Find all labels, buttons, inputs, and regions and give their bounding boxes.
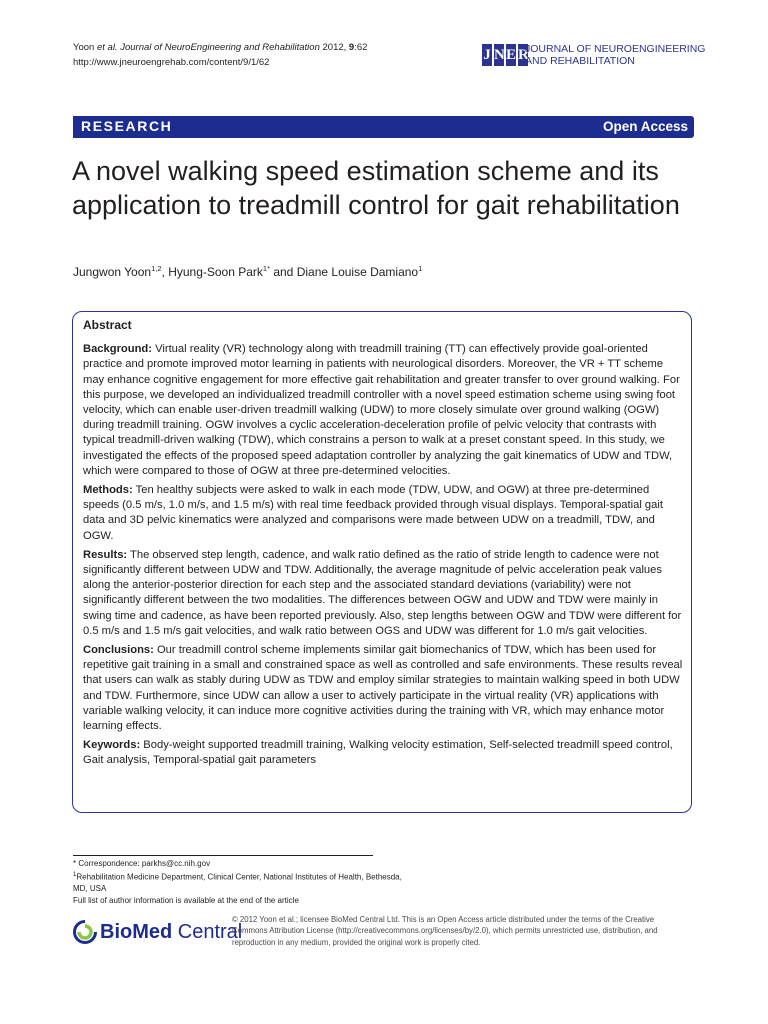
citation-url[interactable]: http://www.jneuroengrehab.com/content/9/1/62 <box>73 57 270 68</box>
citation-volume: 9 <box>348 42 355 53</box>
publisher-name <box>100 921 242 944</box>
affiliation-sup: 1 <box>73 871 77 878</box>
affiliation-text: Rehabilitation Medicine Department, Clinical Center, National Institutes of Health, Bethesda, MD, USA <box>73 872 402 894</box>
abstract-conclusions <box>83 643 685 734</box>
abstract-content <box>83 318 685 773</box>
section-text: Virtual reality (VR) technology along with treadmill training (TT) can effectively provide goal-oriented practice and promote improved motor learning in patients with neurological disorders. Moreover, the VR + TT scheme may enhance cognitive engagement for more effective gait rehabilitation and greater transfer to over ground walking. For this purpose, we developed an individualized treadmill controller with a novel speed estimation scheme using swing foot velocity, which can enable user-driven treadmill walking (UDW) to more closely simulate over ground walking (OGW) during treadmill training. OGW involves a cyclic acceleration-deceleration profile of pelvic velocity that contrasts with typical treadmill-driven walking (TDW), which constrains a person to walk at a preset constant speed. In this study, we investigated the effects of the proposed speed adaptation controller by analyzing the gait kinematics of UDW and TDW, which were compared to those of OGW at three pre-determined velocities. <box>83 343 680 477</box>
author-list <box>73 264 422 279</box>
article-type-banner <box>73 116 694 138</box>
section-text: Ten healthy subjects were asked to walk in each mode (TDW, UDW, and OGW) at three pre-determined speeds (0.5 m/s, 1.0 m/s, and 1.5 m/s) with real time feedback provided through visual displays. Temporal-spatial gait data and 3D pelvic kinematics were analyzed and comparisons were made between UDW on a treadmill, TDW, and OGW. <box>83 484 663 542</box>
correspondence-note[interactable]: * Correspondence: parkhs@cc.nih.gov <box>73 859 211 868</box>
article-title: A novel walking speed estimation scheme and its application to treadmill control for gait rehabilitation <box>72 156 680 220</box>
biomed-central-icon <box>73 920 97 944</box>
affiliation-note <box>73 870 403 895</box>
section-label: Results: <box>83 548 128 561</box>
publisher-name-regular: Central <box>172 921 243 943</box>
article-type-label: RESEARCH <box>81 118 173 134</box>
abstract-background <box>83 342 685 479</box>
abstract-methods <box>83 483 685 544</box>
citation-journal: Journal of NeuroEngineering and Rehabilitation <box>120 42 320 53</box>
license-notice: © 2012 Yoon et al.; licensee BioMed Central Ltd. This is an Open Access article distributed under the terms of the Creative Commons Attribution License (http://creativecommons.org/licenses/by/2.0), which permits unrestricted use, distribution, and reproduction in any medium, provided the original work is properly cited. <box>232 915 658 947</box>
author-name[interactable]: Jungwon Yoon <box>73 265 152 279</box>
footnote-divider <box>73 855 373 856</box>
citation-header <box>73 40 367 70</box>
author-affil-sup: 1 <box>418 264 423 273</box>
open-access-label: Open Access <box>602 119 688 134</box>
citation-etal: et al. <box>96 42 118 53</box>
section-text: Our treadmill control scheme implements similar gait biomechanics of TDW, which has been used for repetitive gait training in a small and constrained space as well as controlled and safe environments. These results reveal that users can walk as stably during UDW as TDW and employ similar strategies to maintain walking speed in both UDW and TDW. Furthermore, since UDW can allow a user to actively participate in the virtual reality (VR) applications with variable walking velocity, it can induce more cognitive activities during the training with VR, which may enhance motor learning effects. <box>83 644 683 733</box>
journal-logo-letter-e: E <box>506 44 516 66</box>
citation-year: 2012, <box>322 42 347 53</box>
author-affil-sup: 1* <box>262 264 270 273</box>
journal-logo-letter-r: R <box>518 44 528 66</box>
journal-name-line2: AND REHABILITATION <box>525 54 635 67</box>
author-separator: and <box>270 265 297 279</box>
section-text: The observed step length, cadence, and walk ratio defined as the ratio of stride length to cadence were not significantly different between UDW and TDW. Additionally, the average magnitude of pelvic acceleration peak values along the anterior-posterior direction for each step and the associated standard deviations (variability) were not significantly different between the two modalities. The differences between OGW and UDW and TDW were mainly in swing time and cadence, as have been reported previously. Also, step lengths between OGW and TDW were different for 0.5 m/s and 1.5 m/s gait velocities, and walk ratio between OGS and UDW was different for 1.0 m/s gait velocities. <box>83 548 682 637</box>
abstract-heading: Abstract <box>83 318 132 332</box>
journal-logo-letter-j: J <box>482 44 492 66</box>
citation-line <box>73 40 367 55</box>
section-label: Background: <box>83 343 152 356</box>
footnotes <box>73 858 403 907</box>
section-label: Methods: <box>83 484 133 497</box>
author-name[interactable]: Diane Louise Damiano <box>296 265 419 279</box>
journal-name <box>525 44 705 67</box>
author-name[interactable]: Hyung-Soon Park <box>168 265 263 279</box>
author-info-note: Full list of author information is available at the end of the article <box>73 896 299 906</box>
journal-name-line1: JOURNAL OF NEUROENGINEERING <box>525 43 706 55</box>
journal-logo-letter-n: N <box>494 44 504 66</box>
section-label: Conclusions: <box>83 644 154 657</box>
author-separator: , <box>161 265 169 279</box>
section-text: Body-weight supported treadmill training, Walking velocity estimation, Self-selected treadmill speed control, Gait analysis, Temporal-spatial gait parameters <box>83 739 673 767</box>
journal-logo[interactable] <box>482 44 530 72</box>
citation-authors: Yoon <box>73 42 95 53</box>
section-label: Keywords: <box>83 739 141 752</box>
publisher-logo[interactable] <box>73 916 243 952</box>
abstract-keywords <box>83 738 685 768</box>
abstract-box <box>72 311 692 813</box>
citation-article: :62 <box>354 42 368 53</box>
abstract-results <box>83 548 685 639</box>
publisher-name-bold: BioMed <box>100 921 173 943</box>
author-affil-sup: 1,2 <box>151 264 162 273</box>
